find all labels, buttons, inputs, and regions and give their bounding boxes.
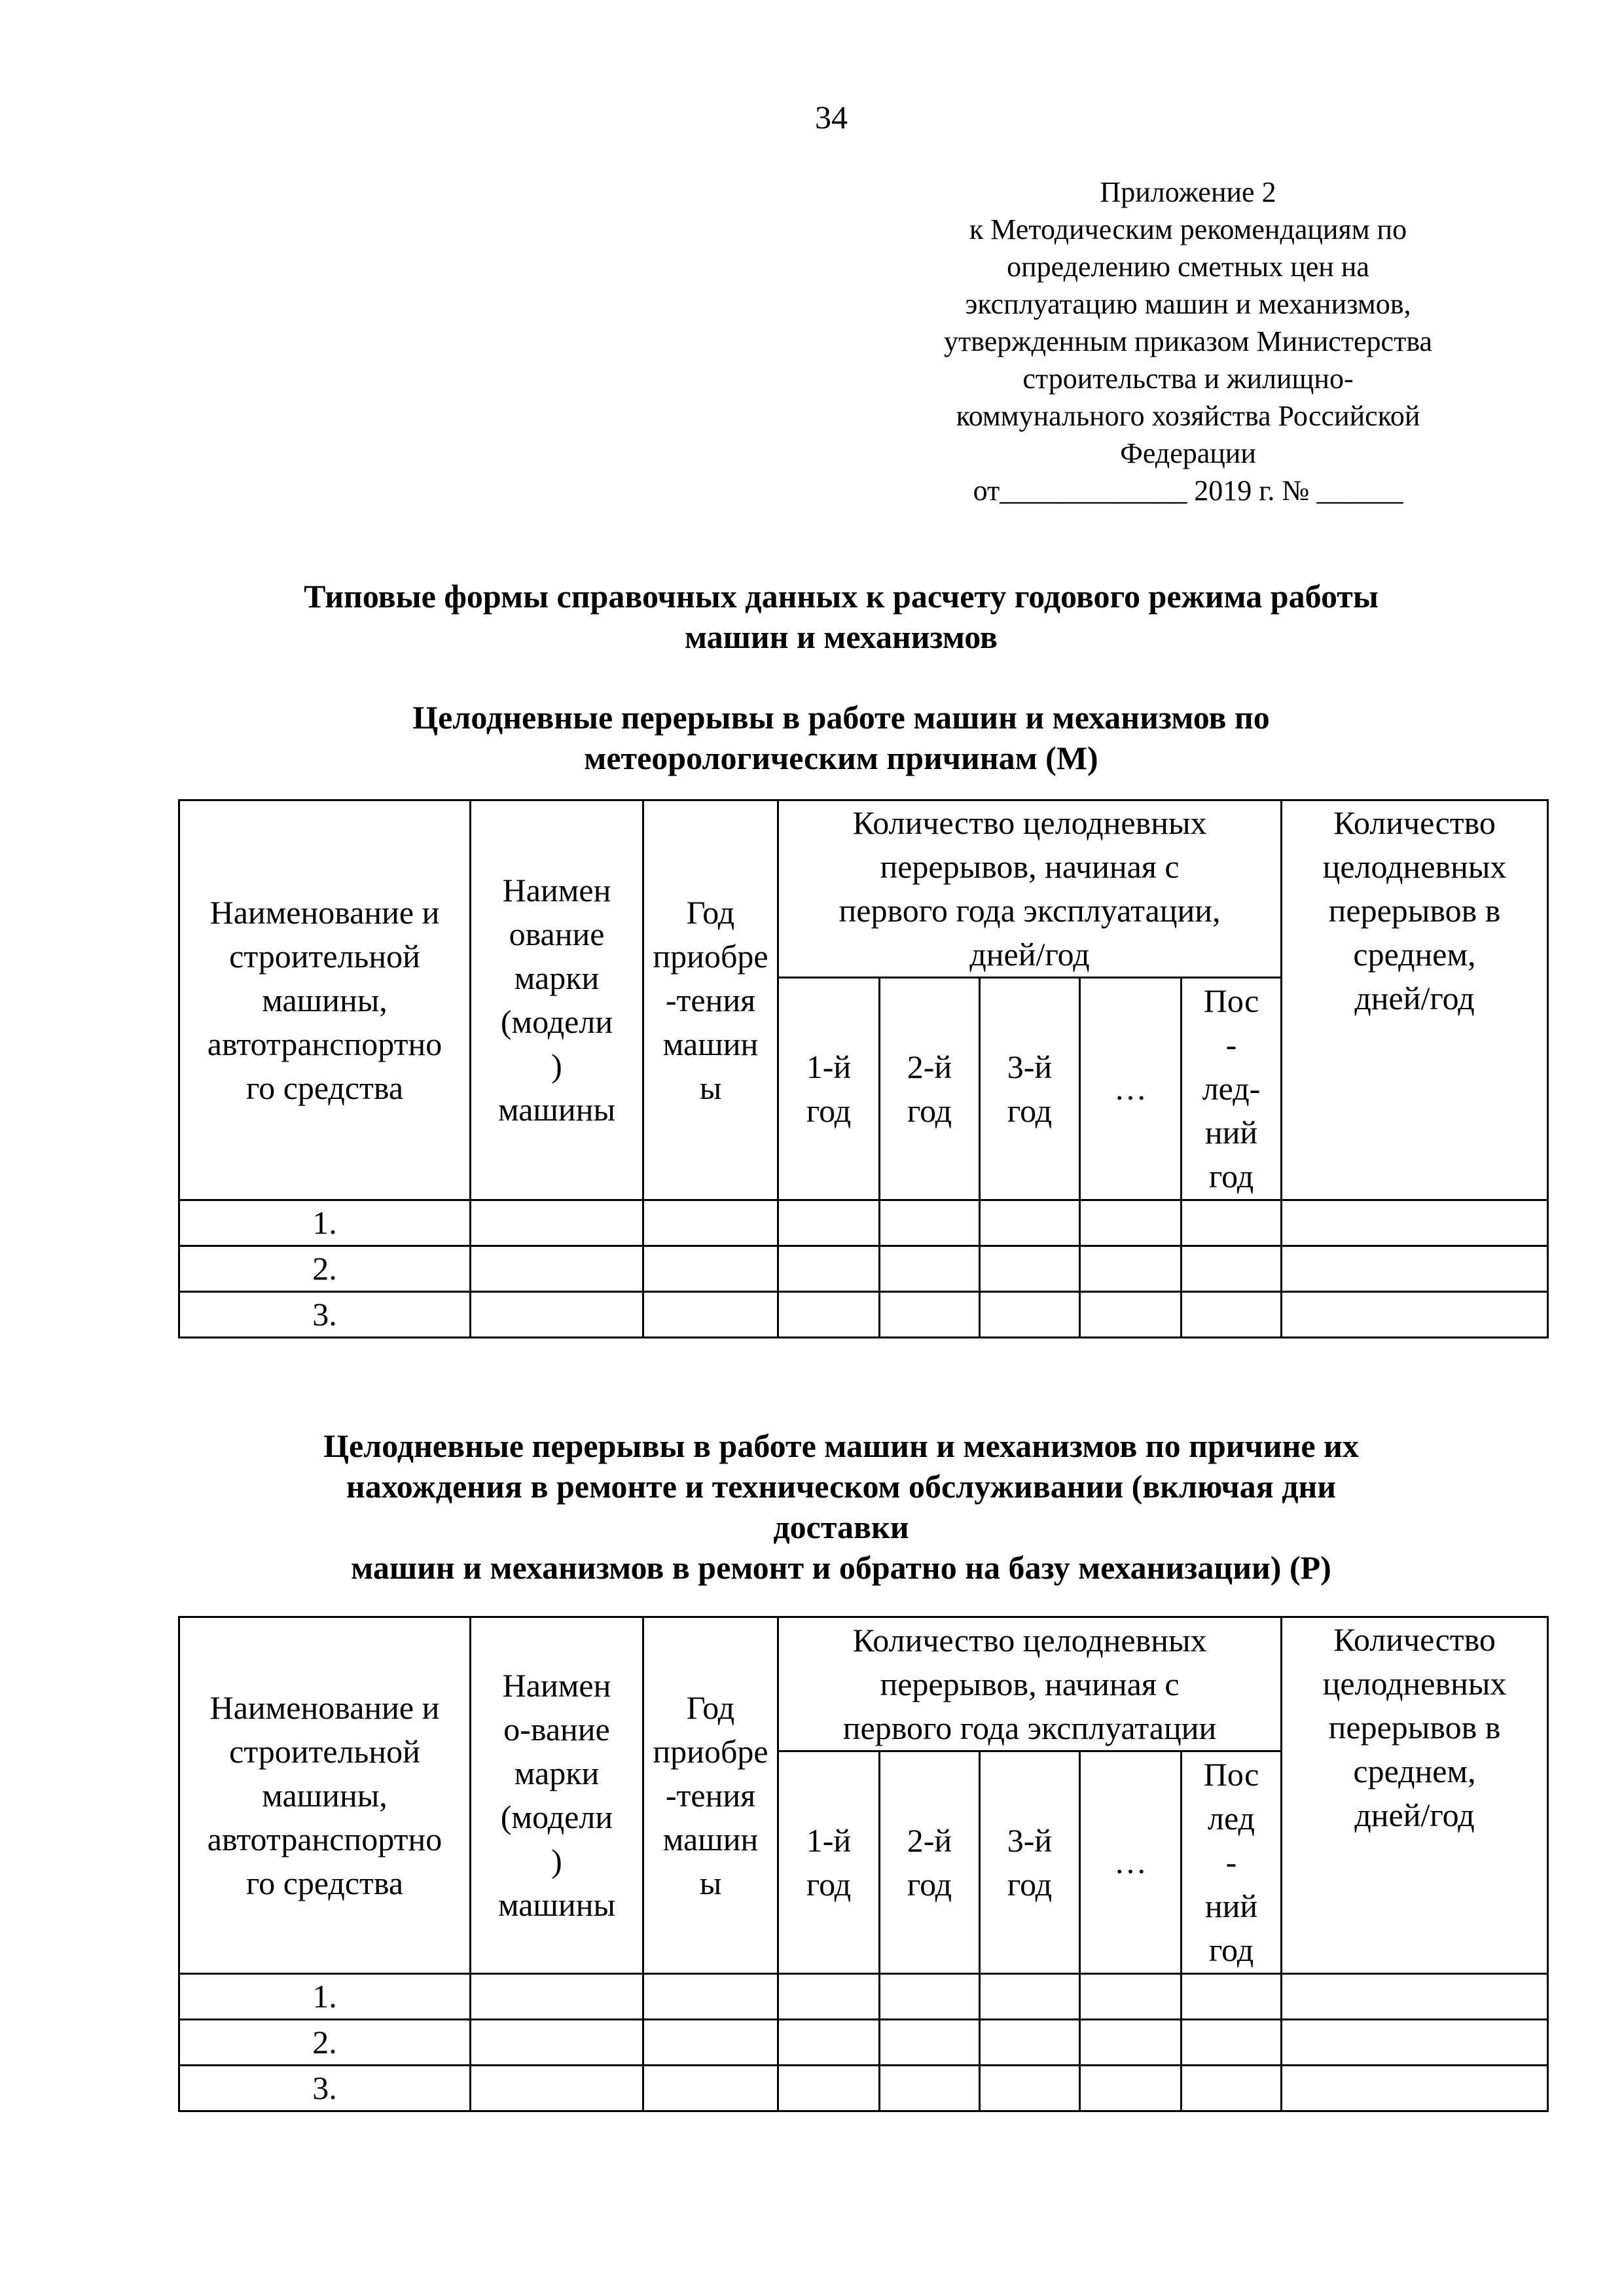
cell[interactable] bbox=[1080, 1246, 1182, 1292]
cell[interactable] bbox=[880, 1200, 980, 1246]
cell[interactable] bbox=[1182, 2066, 1282, 2111]
header-year-1: 1-й год bbox=[778, 978, 880, 1200]
appendix-line: Приложение 2 bbox=[1100, 176, 1276, 208]
cell[interactable] bbox=[778, 2020, 880, 2066]
appendix-line: определению сметных цен на bbox=[1007, 251, 1369, 283]
table-row bbox=[179, 1292, 1548, 1338]
header-breaks-group: Количество целодневных перерывов, начиная с первого года эксплуатации, дней/год bbox=[778, 800, 1282, 978]
cell[interactable] bbox=[778, 1246, 880, 1292]
row-number: 2. bbox=[179, 2020, 471, 2066]
cell[interactable] bbox=[643, 1974, 778, 2020]
section2-title-line: машин и механизмов в ремонт и обратно на базу механизации) (Р) bbox=[351, 1549, 1331, 1586]
table-row bbox=[179, 1246, 1548, 1292]
header-ellipsis: … bbox=[1080, 1751, 1182, 1974]
table-row bbox=[179, 2066, 1548, 2111]
cell[interactable] bbox=[1182, 1200, 1282, 1246]
cell[interactable] bbox=[778, 1974, 880, 2020]
cell[interactable] bbox=[1282, 2066, 1548, 2111]
cell[interactable] bbox=[1182, 1292, 1282, 1338]
header-year-2: 2-й год bbox=[880, 978, 980, 1200]
row-number: 3. bbox=[179, 2066, 471, 2111]
main-title bbox=[131, 576, 1551, 657]
header-year-3: 3-й год bbox=[980, 1751, 1080, 1974]
header-year-2: 2-й год bbox=[880, 1751, 980, 1974]
section1-title-line: метеорологическим причинам (М) bbox=[584, 740, 1098, 776]
cell[interactable] bbox=[1182, 1246, 1282, 1292]
row-number: 2. bbox=[179, 1246, 471, 1292]
section1-table bbox=[178, 799, 1549, 1338]
cell[interactable] bbox=[1080, 2020, 1182, 2066]
cell[interactable] bbox=[1282, 1200, 1548, 1246]
cell[interactable] bbox=[980, 2066, 1080, 2111]
header-average: Количество целодневных перерывов в среднем, дней/год bbox=[1282, 800, 1548, 1200]
cell[interactable] bbox=[1282, 1246, 1548, 1292]
cell[interactable] bbox=[880, 1246, 980, 1292]
row-number: 1. bbox=[179, 1974, 471, 2020]
cell[interactable] bbox=[471, 2020, 643, 2066]
cell[interactable] bbox=[1282, 2020, 1548, 2066]
appendix-line: к Методическим рекомендациям по bbox=[969, 213, 1407, 245]
appendix-line: Федерации bbox=[1120, 437, 1256, 469]
section2-table bbox=[178, 1616, 1549, 2112]
header-breaks-group: Количество целодневных перерывов, начиная с первого года эксплуатации bbox=[778, 1617, 1282, 1751]
table-row bbox=[179, 1200, 1548, 1246]
main-title-line: Типовые формы справочных данных к расчету годового режима работы bbox=[304, 578, 1379, 615]
cell[interactable] bbox=[778, 2066, 880, 2111]
cell[interactable] bbox=[471, 1974, 643, 2020]
cell[interactable] bbox=[880, 2020, 980, 2066]
page-number: 34 bbox=[815, 99, 848, 135]
row-number: 1. bbox=[179, 1200, 471, 1246]
header-year-1: 1-й год bbox=[778, 1751, 880, 1974]
section1-title-line: Целодневные перерывы в работе машин и механизмов по bbox=[412, 699, 1270, 736]
cell[interactable] bbox=[980, 1292, 1080, 1338]
table-row bbox=[179, 1974, 1548, 2020]
cell[interactable] bbox=[1080, 2066, 1182, 2111]
cell[interactable] bbox=[1282, 1974, 1548, 2020]
cell[interactable] bbox=[1080, 1200, 1182, 1246]
cell[interactable] bbox=[643, 1246, 778, 1292]
cell[interactable] bbox=[1282, 1292, 1548, 1338]
cell[interactable] bbox=[471, 1200, 643, 1246]
cell[interactable] bbox=[643, 2066, 778, 2111]
table-row bbox=[179, 2020, 1548, 2066]
row-number: 3. bbox=[179, 1292, 471, 1338]
cell[interactable] bbox=[880, 1292, 980, 1338]
cell[interactable] bbox=[471, 2066, 643, 2111]
appendix-line: коммунального хозяйства Российской bbox=[956, 400, 1420, 432]
appendix-line: строительства и жилищно- bbox=[1022, 363, 1354, 395]
cell[interactable] bbox=[980, 1200, 1080, 1246]
main-title-line: машин и механизмов bbox=[684, 619, 998, 655]
header-purchase-year: Год приобре -тения машин ы bbox=[643, 1617, 778, 1974]
header-brand-name: Наимен о-вание марки (модели ) машины bbox=[471, 1617, 643, 1974]
header-purchase-year: Год приобре -тения машин ы bbox=[643, 800, 778, 1200]
cell[interactable] bbox=[778, 1292, 880, 1338]
header-last-year: Пос - лед- ний год bbox=[1182, 978, 1282, 1200]
cell[interactable] bbox=[643, 1292, 778, 1338]
header-ellipsis: … bbox=[1080, 978, 1182, 1200]
header-year-3: 3-й год bbox=[980, 978, 1080, 1200]
cell[interactable] bbox=[471, 1292, 643, 1338]
appendix-block bbox=[877, 173, 1499, 509]
cell[interactable] bbox=[1182, 2020, 1282, 2066]
cell[interactable] bbox=[980, 1974, 1080, 2020]
cell[interactable] bbox=[880, 1974, 980, 2020]
cell[interactable] bbox=[1080, 1974, 1182, 2020]
cell[interactable] bbox=[980, 2020, 1080, 2066]
cell[interactable] bbox=[471, 1246, 643, 1292]
section2-title-line: доставки bbox=[773, 1509, 909, 1545]
appendix-line: эксплуатацию машин и механизмов, bbox=[965, 288, 1411, 320]
cell[interactable] bbox=[1080, 1292, 1182, 1338]
cell[interactable] bbox=[778, 1200, 880, 1246]
header-machine-name: Наименование и строительной машины, автотранспортно го средства bbox=[179, 800, 471, 1200]
cell[interactable] bbox=[980, 1246, 1080, 1292]
cell[interactable] bbox=[1182, 1974, 1282, 2020]
section2-title-line: Целодневные перерывы в работе машин и механизмов по причине их bbox=[323, 1427, 1359, 1464]
section2-title-line: нахождения в ремонте и техническом обслуживании (включая дни bbox=[346, 1468, 1337, 1505]
header-brand-name: Наимен ование марки (модели ) машины bbox=[471, 800, 643, 1200]
appendix-line: утвержденным приказом Министерства bbox=[943, 325, 1433, 357]
header-machine-name: Наименование и строительной машины, автотранспортно го средства bbox=[179, 1617, 471, 1974]
section2-title bbox=[131, 1426, 1551, 1588]
cell[interactable] bbox=[643, 1200, 778, 1246]
header-average: Количество целодневных перерывов в среднем, дней/год bbox=[1282, 1617, 1548, 1974]
cell[interactable] bbox=[880, 2066, 980, 2111]
appendix-line: от_____________ 2019 г. № ______ bbox=[973, 475, 1403, 507]
header-last-year: Пос лед - ний год bbox=[1182, 1751, 1282, 1974]
section1-title bbox=[131, 697, 1551, 778]
cell[interactable] bbox=[643, 2020, 778, 2066]
